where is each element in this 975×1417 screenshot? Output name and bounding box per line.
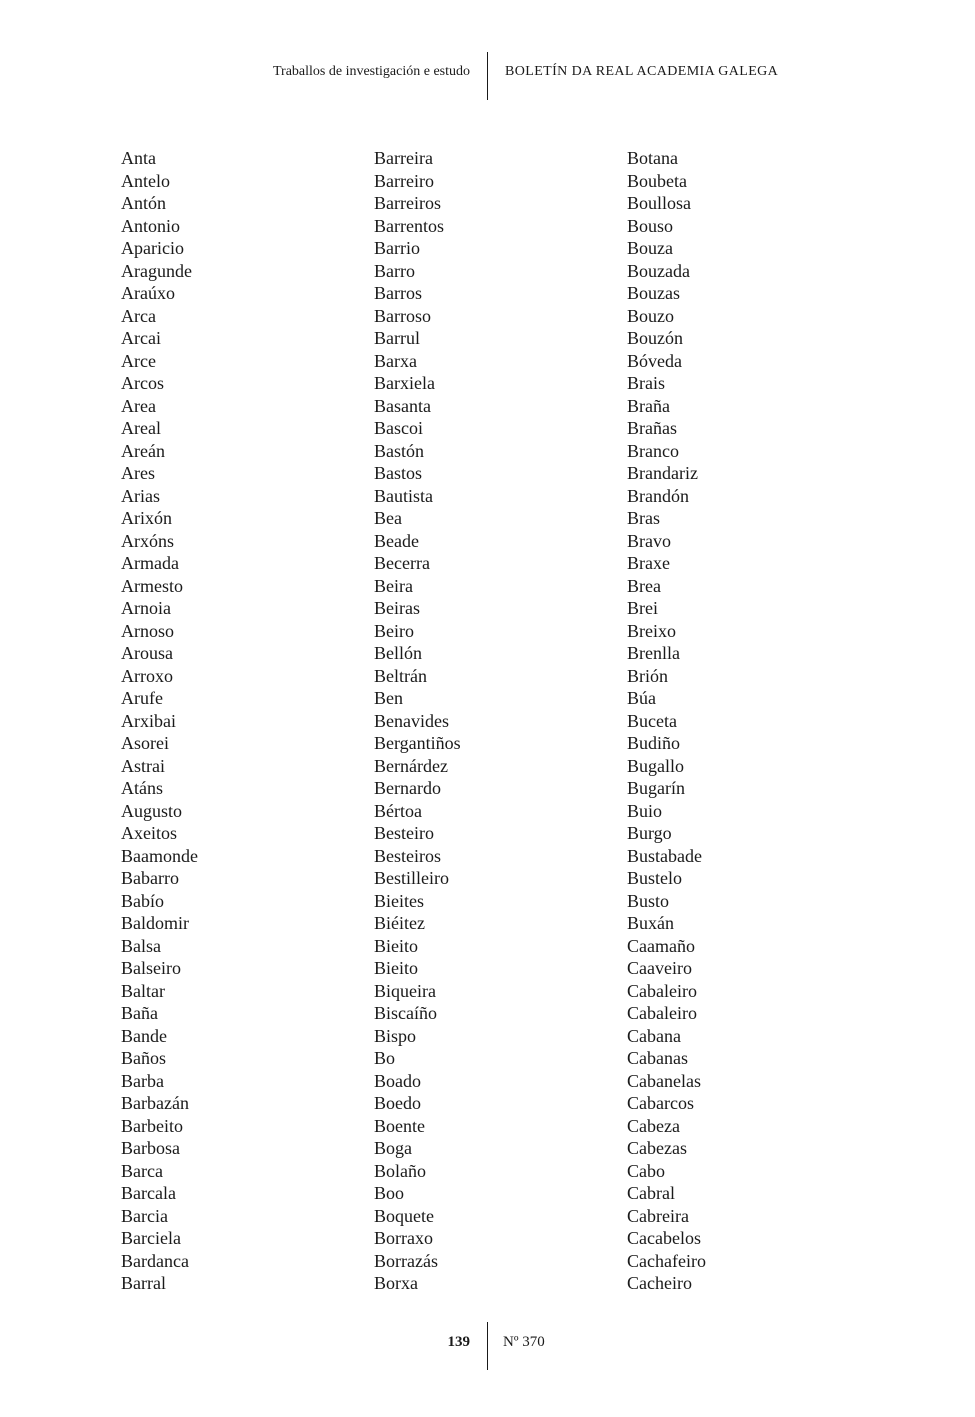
surname-entry: Benavides — [374, 710, 449, 731]
surname-entry: Baamonde — [121, 845, 198, 866]
surname-entry: Arousa — [121, 643, 173, 663]
surname-entry: Augusto — [121, 800, 183, 821]
surname-entry: Barba — [121, 1070, 164, 1091]
surname-entry: Barbosa — [121, 1138, 180, 1158]
surname-entry: Cacheiro — [627, 1273, 692, 1293]
issue-number: Nº 370 — [503, 1334, 545, 1350]
surname-entry: Bóveda — [627, 350, 682, 371]
surname-entry: Brea — [627, 575, 661, 596]
surname-entry: Bugallo — [627, 755, 684, 776]
surname-entry: Arxóns — [121, 530, 174, 551]
surname-entry: Arias — [121, 485, 160, 506]
surname-entry: Bieito — [374, 935, 418, 956]
surname-entry: Bardanca — [121, 1250, 189, 1271]
surname-entry: Brañas — [627, 418, 677, 438]
surname-entry: Beira — [374, 575, 413, 596]
surname-entry: Bergantiños — [374, 733, 461, 753]
surname-entry: Barro — [374, 260, 415, 281]
surname-entry: Brión — [627, 665, 669, 686]
surname-entry: Bravo — [627, 530, 671, 551]
surname-entry: Baños — [121, 1048, 166, 1068]
surname-entry: Armesto — [121, 575, 183, 596]
surname-entry: Borraxo — [374, 1228, 433, 1248]
surname-entry: Beltrán — [374, 665, 427, 686]
surname-entry: Caaveiro — [627, 958, 692, 978]
surname-entry: Antón — [121, 193, 166, 213]
surname-entry: Botana — [627, 148, 678, 168]
surname-entry: Bernárdez — [374, 755, 448, 776]
surname-entry: Barroso — [374, 305, 431, 326]
surname-entry: Biéitez — [374, 913, 425, 933]
surname-entry: Baldomir — [121, 913, 189, 933]
header-divider — [487, 52, 488, 100]
surname-column-3 — [627, 147, 706, 1295]
surname-entry: Bouzo — [627, 305, 674, 326]
surname-entry: Buxán — [627, 913, 674, 933]
running-header — [0, 52, 975, 100]
surname-entry: Areán — [121, 440, 165, 461]
surname-entry: Cabanas — [627, 1048, 688, 1068]
surname-entry: Biqueira — [374, 980, 436, 1001]
surname-entry: Barreiros — [374, 193, 441, 213]
surname-entry: Bértoa — [374, 800, 422, 821]
surname-entry: Cabral — [627, 1183, 675, 1203]
surname-entry: Barreiro — [374, 170, 434, 191]
surname-entry: Bouso — [627, 215, 674, 236]
surname-entry: Beiro — [374, 620, 414, 641]
surname-entry: Boo — [374, 1183, 405, 1203]
surname-entry: Arce — [121, 350, 156, 371]
surname-entry: Barrul — [374, 328, 420, 348]
surname-entry: Boubeta — [627, 170, 687, 191]
surname-entry: Cabreira — [627, 1205, 689, 1226]
surname-entry: Asorei — [121, 733, 169, 753]
surname-entry: Bastón — [374, 440, 425, 461]
surname-entry: Aragunde — [121, 260, 192, 281]
surname-entry: Bras — [627, 508, 660, 528]
surname-entry: Barrentos — [374, 215, 444, 236]
surname-entry: Cabezas — [627, 1138, 687, 1158]
surname-entry: Brandariz — [627, 463, 698, 483]
surname-entry: Braxe — [627, 553, 670, 573]
surname-entry: Caamaño — [627, 935, 695, 956]
surname-entry: Arufe — [121, 688, 163, 708]
surname-entry: Bieito — [374, 958, 418, 978]
surname-entry: Bugarín — [627, 778, 685, 798]
surname-entry: Bieites — [374, 890, 424, 911]
surname-entry: Bascoi — [374, 418, 423, 438]
surname-entry: Anta — [121, 148, 156, 168]
surname-entry: Cabanelas — [627, 1070, 701, 1091]
page-number: 139 — [447, 1334, 470, 1350]
surname-entry: Babío — [121, 890, 164, 911]
surname-entry: Ares — [121, 463, 155, 483]
surname-entry: Armada — [121, 553, 179, 573]
surname-entry: Brei — [627, 598, 658, 618]
surname-entry: Brenlla — [627, 643, 680, 663]
surname-entry: Cabaleiro — [627, 980, 697, 1001]
surname-column-2 — [374, 147, 461, 1295]
surname-entry: Cachafeiro — [627, 1250, 706, 1271]
surname-entry: Barreira — [374, 148, 433, 168]
surname-entry: Becerra — [374, 553, 430, 573]
surname-entry: Barca — [121, 1160, 163, 1181]
surname-entry: Cabo — [627, 1160, 665, 1181]
surname-entry: Atáns — [121, 778, 163, 798]
surname-entry: Beade — [374, 530, 419, 551]
surname-entry: Aparicio — [121, 238, 184, 258]
surname-entry: Braña — [627, 395, 670, 416]
surname-entry: Arnoso — [121, 620, 174, 641]
surname-entry: Bustelo — [627, 868, 683, 888]
surname-entry: Besteiro — [374, 823, 434, 843]
surname-entry: Arcos — [121, 373, 164, 393]
surname-entry: Bellón — [374, 643, 422, 663]
surname-entry: Boado — [374, 1070, 421, 1091]
surname-entry: Bernardo — [374, 778, 441, 798]
surname-entry: Bea — [374, 508, 402, 528]
surname-entry: Balsa — [121, 935, 161, 956]
surname-entry: Barral — [121, 1273, 166, 1293]
surname-entry: Bolaño — [374, 1160, 426, 1181]
surname-entry: Arxibai — [121, 710, 176, 731]
surname-entry: Brais — [627, 373, 665, 393]
surname-entry: Beiras — [374, 598, 420, 618]
surname-entry: Biscaíño — [374, 1003, 437, 1023]
surname-entry: Cabaleiro — [627, 1003, 697, 1023]
header-section-title: Traballos de investigación e estudo — [272, 64, 470, 79]
footer-divider — [487, 1322, 488, 1370]
surname-entry: Basanta — [374, 395, 431, 416]
surname-entry: Branco — [627, 440, 679, 461]
surname-entry: Balseiro — [121, 958, 181, 978]
surname-entry: Cabarcos — [627, 1093, 694, 1113]
surname-entry: Arca — [121, 305, 156, 326]
surname-entry: Cacabelos — [627, 1228, 701, 1248]
surname-entry: Barbeito — [121, 1115, 183, 1136]
surname-entry: Breixo — [627, 620, 676, 641]
surname-entry: Bande — [121, 1025, 167, 1046]
surname-entry: Bastos — [374, 463, 423, 483]
surname-entry: Barcala — [121, 1183, 176, 1203]
surname-entry: Bouza — [627, 238, 673, 258]
surname-entry: Antelo — [121, 170, 170, 191]
surname-entry: Boga — [374, 1138, 412, 1158]
surname-entry: Bustabade — [627, 845, 702, 866]
header-journal-title: BOLETÍN DA REAL ACADEMIA GALEGA — [505, 64, 779, 79]
surname-entry: Budiño — [627, 733, 681, 753]
surname-entry: Arixón — [121, 508, 172, 528]
surname-entry: Busto — [627, 890, 670, 911]
surname-entry: Barros — [374, 283, 422, 303]
surname-column-1 — [121, 147, 198, 1295]
surname-entry: Cabeza — [627, 1115, 680, 1136]
surname-entry: Barcia — [121, 1205, 168, 1226]
surname-entry: Area — [121, 395, 156, 416]
surname-entry: Ben — [374, 688, 403, 708]
surname-entry: Barxiela — [374, 373, 435, 393]
surname-entry: Burgo — [627, 823, 672, 843]
surname-entry: Barbazán — [121, 1093, 189, 1113]
surname-entry: Bestilleiro — [374, 868, 449, 888]
surname-entry: Buceta — [627, 710, 677, 731]
surname-entry: Babarro — [121, 868, 179, 888]
surname-entry: Bouzas — [627, 283, 680, 303]
surname-entry: Bautista — [374, 485, 433, 506]
surname-entry: Bouzada — [627, 260, 690, 281]
surname-entry: Baltar — [121, 980, 165, 1001]
surname-entry: Arroxo — [121, 665, 173, 686]
surname-entry: Areal — [121, 418, 161, 438]
surname-entry: Boquete — [374, 1205, 434, 1226]
surname-entry: Boullosa — [627, 193, 692, 213]
surname-entry: Barxa — [374, 350, 417, 371]
surname-entry: Baña — [121, 1003, 158, 1023]
surname-entry: Barciela — [121, 1228, 181, 1248]
surname-entry: Buio — [627, 800, 663, 821]
surname-entry: Boedo — [374, 1093, 421, 1113]
surname-entry: Cabana — [627, 1025, 681, 1046]
surname-entry: Borrazás — [374, 1250, 438, 1271]
surname-entry: Antonio — [121, 215, 181, 236]
surname-entry: Brandón — [627, 485, 689, 506]
surname-entry: Barrio — [374, 238, 420, 258]
surname-entry: Bispo — [374, 1025, 417, 1046]
surname-entry: Astrai — [121, 755, 165, 776]
surname-entry: Araúxo — [121, 283, 175, 303]
surname-entry: Axeitos — [121, 823, 177, 843]
page-footer — [0, 1322, 975, 1370]
surname-entry: Besteiros — [374, 845, 441, 866]
surname-entry: Bo — [374, 1048, 396, 1068]
surname-entry: Arnoia — [121, 598, 171, 618]
surname-entry: Boente — [374, 1115, 425, 1136]
surname-entry: Arcai — [121, 328, 161, 348]
surname-entry: Bouzón — [627, 328, 683, 348]
surname-entry: Búa — [627, 688, 656, 708]
surname-entry: Borxa — [374, 1273, 418, 1293]
